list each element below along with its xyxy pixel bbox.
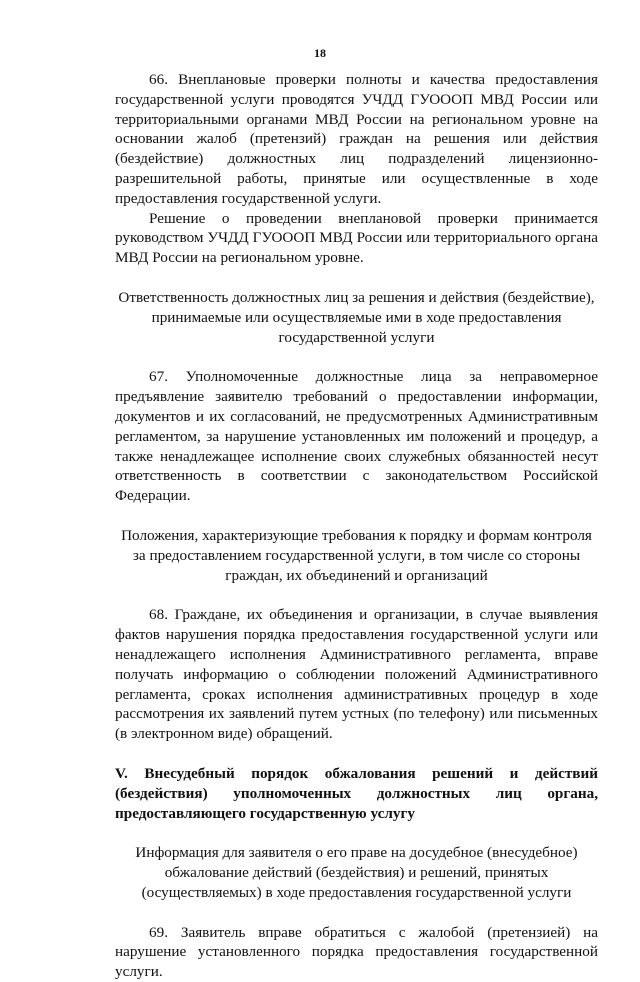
heading-control: Положения, характеризующие требования к порядку и формам контроля за предоставлением государственной услуги, в том числе со стороны граждан, их объединений и организаций [121,526,592,584]
page-content [115,70,598,982]
paragraph-67: 67. Уполномоченные должностные лица за неправомерное предъявление заявителю требований о предоставлении информации, документов и их согласований, не предусмотренных Административным регламентом, за нарушение установленных им положений и процедур, а также ненадлежащее исполнение своих служебных обязанностей несут ответственность в соответствии с законодательством Российской Федерации. [115,368,598,505]
paragraph-68: 68. Граждане, их объединения и организации, в случае выявления фактов нарушения порядка предоставления государственной услуги или ненадлежащего исполнения Административного регламента, вправе получать информацию о соблюдении положений Административного регламента, сроках исполнения административных процедур в ходе рассмотрения их заявлений путем устных (по телефону) или письменных (в электронном виде) обращений. [115,606,598,743]
page-number: 18 [314,46,326,60]
paragraph-69: 69. Заявитель вправе обратиться с жалобой (претензией) на нарушение установленного порядка предоставления государственной услуги. [115,923,598,981]
paragraph-66: 66. Внеплановые проверки полноты и качества предоставления государственной услуги проводятся УЧДД ГУОООП МВД России или территориальными органами МВД России на региональном уровне на основании жалоб (претензий) граждан на решения или действия (бездействие) должностных лиц подразделений лицензионно-разрешительной работы, принятые или осуществленные в ходе предоставления государственной услуги. [115,71,598,207]
paragraph-66-decision: Решение о проведении внеплановой проверки принимается руководством УЧДД ГУОООП МВД России или территориального органа МВД России на региональном уровне. [115,209,598,267]
heading-responsibility: Ответственность должностных лиц за решения и действия (бездействие), принимаемые или осуществляемые ими в ходе предоставления государственной услуги [118,288,595,346]
section-v-title: V. Внесудебный порядок обжалования решений и действий (бездействия) уполномоченных должностных лиц органа, предоставляющего государственную услугу [115,764,598,822]
heading-information: Информация для заявителя о его праве на досудебное (внесудебное) обжалование действий (бездействия) и решений, принятых (осуществляемых) в ходе предоставления государственной услуги [135,844,578,901]
